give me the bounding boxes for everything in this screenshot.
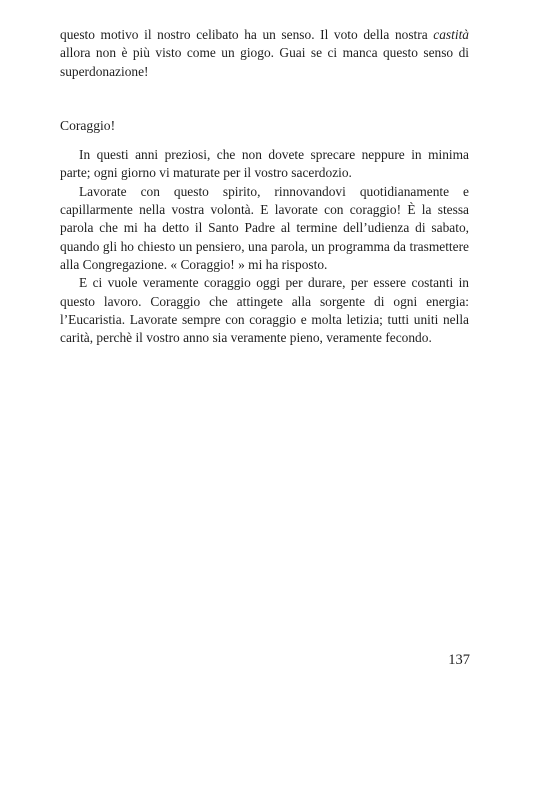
intro-italic-word: castità <box>433 27 469 42</box>
page-number: 137 <box>448 652 470 668</box>
intro-paragraph <box>60 26 469 81</box>
body-paragraph: In questi anni preziosi, che non dovete sprecare neppure in minima parte; ogni giorno vi maturate per il vostro sacerdozio. <box>60 147 469 181</box>
body-paragraph: Lavorate con questo spirito, rinnovandovi quotidianamente e capillarmente nella vostra volontà. E lavorate con coraggio! È la stessa parola che mi ha detto il Santo Padre al termine dell’udienza di sabato, quando gli ho chiesto un pensiero, una parola, un programma da trasmettere alla Congregazione. « Coraggio! » mi ha risposto. <box>60 183 469 272</box>
section-heading: Coraggio! <box>60 117 116 133</box>
body-paragraph: E ci vuole veramente coraggio oggi per durare, per essere costanti in questo lavoro. Coraggio che attingete alla sorgente di ogni energia: l’Eucaristia. Lavorate sempre con coraggio e molta letizia; tutti uniti nella carità, perchè il vostro anno sia veramente pieno, veramente fecondo. <box>60 275 469 346</box>
intro-text-start: questo motivo il nostro celibato ha un senso. Il voto della nostra <box>60 27 434 42</box>
intro-text-end: allora non è più visto come un giogo. Guai se ci manca questo senso di superdonazione! <box>60 45 469 79</box>
page-text <box>60 26 469 347</box>
